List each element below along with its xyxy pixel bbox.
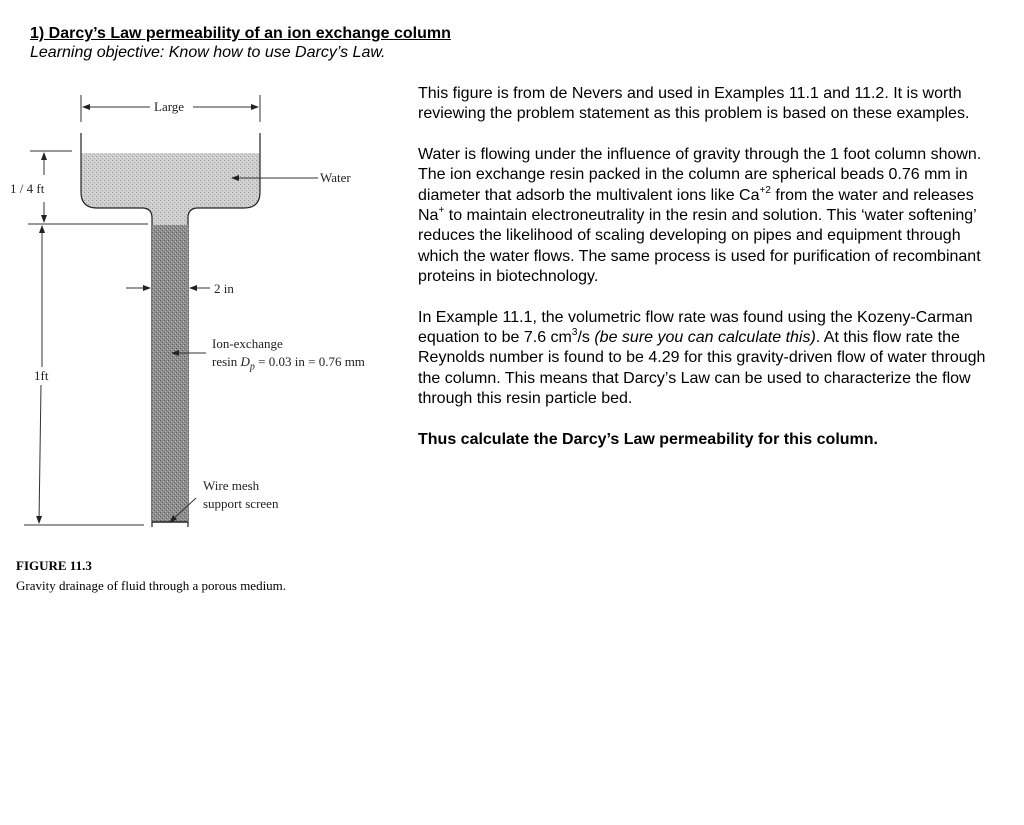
label-resin-line2: resin $D_p = 0.03$ in = 0.76 mm [212,354,365,373]
label-mesh-line1: Wire mesh [203,478,260,493]
problem-title: 1) Darcy’s Law permeability of an ion exchange column [30,25,451,42]
label-quarter-ft: 1 / 4 ft [10,181,45,196]
label-mesh-line2: support screen [203,496,279,511]
resin-bed [152,225,188,522]
figure-caption-text: Gravity drainage of fluid through a porous medium. [16,578,287,593]
task-statement: Thus calculate the Darcy’s Law permeability for this column. [418,430,878,448]
problem-text [418,84,998,470]
intro-paragraph: This figure is from de Nevers and used in Examples 11.1 and 11.2. It is worth reviewing the problem statement as this problem is based on these examples. [418,85,970,123]
figure-caption-heading: FIGURE 11.3 [16,558,92,573]
description-paragraph: Water is flowing under the influence of gravity through the 1 foot column shown. The ion exchange resin packed in the column are spherical beads 0.76 mm in diameter that adsorb the multivalent ions like $Ca^{+2}$ from the water and releases Na+ to maintain electroneutrality in the resin and solution. This ‘water softening’ reduces the likelihood of scaling developing on pipes and equipment through which the water flows. The same process is used for purification of recombinant proteins in biotechnology. [418,145,982,286]
label-large: Large [154,99,185,114]
label-two-in: 2 in [214,281,234,296]
water-reservoir [81,153,260,225]
label-one-ft: 1ft [34,368,49,383]
label-water: Water [320,170,351,185]
example-paragraph: In Example 11.1, the volumetric flow rate was found using the Kozeny-Carman equation to be 7.6 $cm^3/s$ (be sure you can calculate this). At this flow rate the Reynolds number is found to be 4.29 for this gravity-driven flow of water through the column. This means that Darcy’s Law can be used to characterize the flow through this resin particle bed. [418,308,986,408]
learning-objective: Learning objective: Know how to use Darcy’s Law. [30,44,386,61]
label-resin-line1: Ion-exchange [212,336,283,351]
column-figure [0,80,410,550]
